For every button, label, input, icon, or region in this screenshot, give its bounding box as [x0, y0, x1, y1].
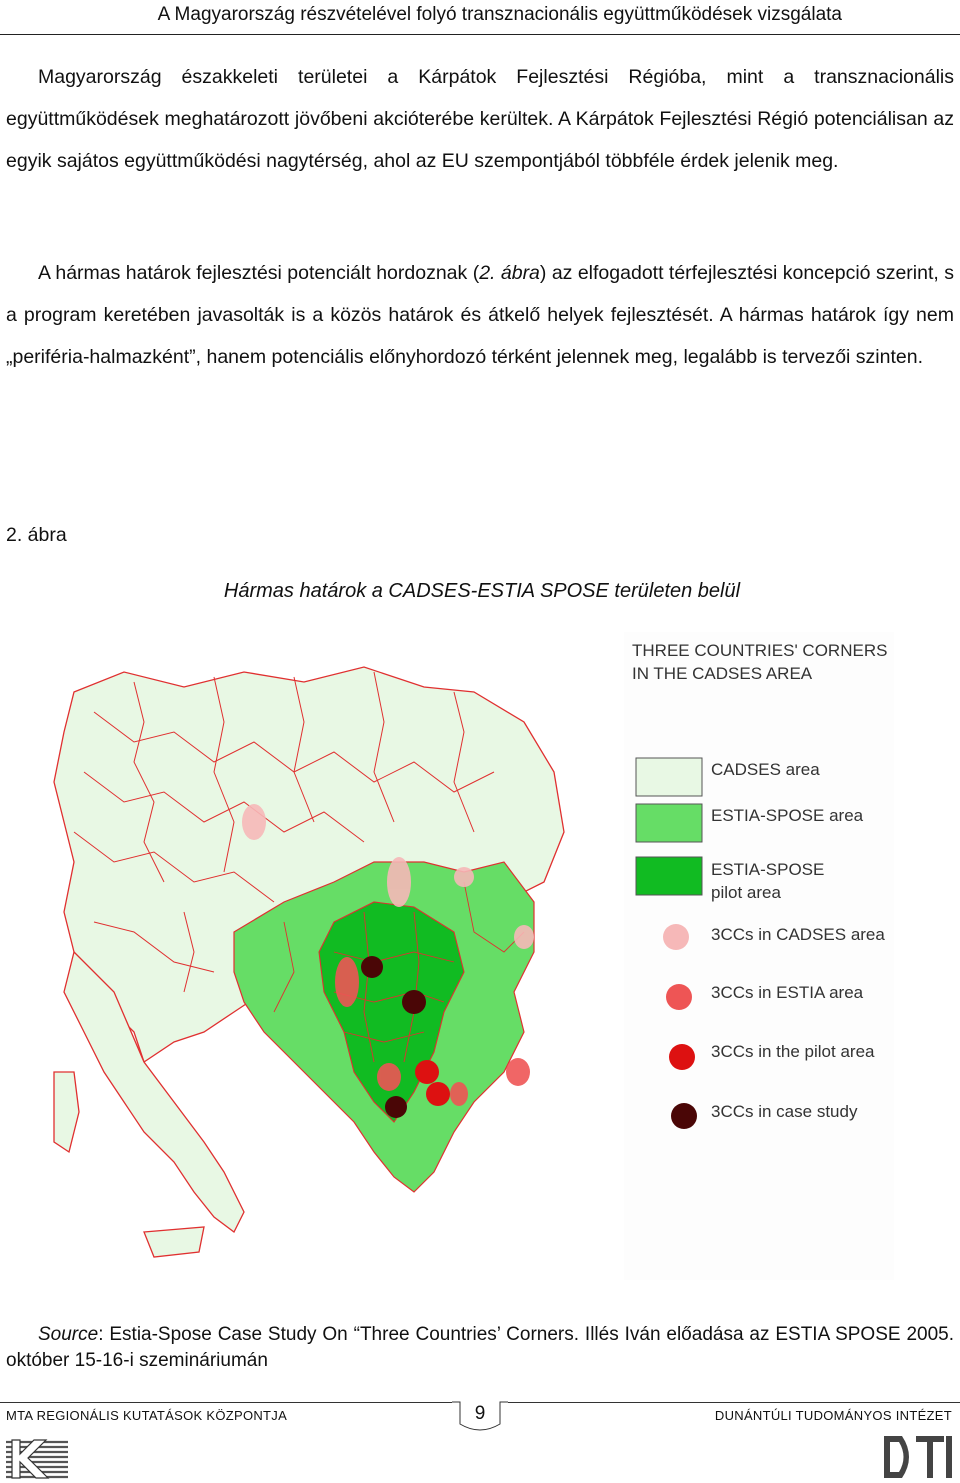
- legend-label-3cc-case: 3CCs in case study: [711, 1102, 858, 1121]
- dot-cadses: [387, 857, 411, 907]
- dti-logo-icon: [882, 1434, 956, 1480]
- figure-title: Hármas határok a CADSES-ESTIA SPOSE területen belül: [223, 580, 741, 602]
- legend-label-3cc-cadses: 3CCs in CADSES area: [711, 925, 885, 944]
- source-label: Source: [38, 1324, 99, 1345]
- dot-estia: [377, 1063, 401, 1091]
- legend-label-3cc-pilot: 3CCs in the pilot area: [711, 1042, 875, 1061]
- dot-cadses: [242, 804, 266, 840]
- legend-swatch-pilot: [636, 857, 702, 895]
- figure-number: 2. ábra: [6, 524, 67, 546]
- dot-case-study: [361, 956, 383, 978]
- legend-label-pilot: ESTIA-SPOSE: [711, 860, 825, 879]
- legend-dot-cadses: [663, 924, 689, 950]
- footer-rule-left: [0, 1402, 452, 1403]
- page-number: 9: [474, 1403, 486, 1424]
- legend-label-3cc-estia: 3CCs in ESTIA area: [711, 983, 864, 1002]
- dot-pilot: [415, 1060, 439, 1084]
- dot-cadses: [514, 925, 534, 949]
- header-rule: [0, 34, 960, 35]
- legend-dot-case-study: [671, 1103, 697, 1129]
- legend-label-pilot-2: pilot area: [711, 883, 781, 902]
- paragraph-1: Magyarország északkeleti területei a Kárpátok Fejlesztési Régióba, mint a transznacionális együttműködések meghatározott jövőbeni akcióterébe kerültek. A Kárpátok Fejlesztési Régió potenciálisan az egyik sajátos együttműködési nagytérség, ahol az EU szempontjából többféle érdek jelenik meg.: [6, 66, 954, 172]
- paragraph-2: [6, 252, 954, 378]
- dot-cadses: [454, 867, 474, 887]
- figure-source: [6, 1322, 954, 1374]
- legend-dot-pilot: [669, 1044, 695, 1070]
- source-text: : Estia-Spose Case Study On “Three Countries’ Corners. Illés Iván előadása az ESTIA SPOSE 2005. október 15-16-i szemináriumán: [6, 1324, 954, 1371]
- dot-estia: [335, 957, 359, 1007]
- legend-panel: [624, 632, 894, 1280]
- legend-swatch-estia: [636, 804, 702, 842]
- map-heading-line2: IN THE CADSES AREA: [632, 664, 813, 683]
- running-header: A Magyarország részvételével folyó transznacionális együttműködések vizsgálata: [157, 4, 842, 25]
- paragraph-2-text-a: A hármas határok fejlesztési potenciált hordoznak (: [38, 262, 480, 284]
- sicily-region: [144, 1227, 204, 1257]
- dot-estia: [450, 1082, 468, 1106]
- legend-dot-estia: [666, 984, 692, 1010]
- dot-case-study: [402, 990, 426, 1014]
- map-image: [34, 632, 904, 1280]
- footer-institution-left: MTA REGIONÁLIS KUTATÁSOK KÖZPONTJA: [6, 1408, 288, 1423]
- legend-label-cadses: CADSES area: [711, 760, 820, 779]
- figure-reference: 2. ábra: [479, 262, 540, 284]
- footer-rule-right: [508, 1402, 960, 1403]
- rkk-logo-icon: [2, 1436, 72, 1480]
- legend-swatch-cadses: [636, 758, 702, 796]
- dot-pilot: [426, 1082, 450, 1106]
- map-figure: [34, 632, 904, 1280]
- dot-estia: [506, 1058, 530, 1086]
- legend-label-estia: ESTIA-SPOSE area: [711, 806, 864, 825]
- map-heading-line1: THREE COUNTRIES' CORNERS: [632, 641, 888, 660]
- footer-institution-right: DUNÁNTÚLI TUDOMÁNYOS INTÉZET: [714, 1408, 952, 1423]
- dot-case-study: [385, 1096, 407, 1118]
- paragraph-2-text-b: ) az elfogadott térfejlesztési koncepció szerint, s a program keretében javasolták is a közös határok és átkelő helyek fejlesztését. A hármas határok így nem „periféria-halmazként”, hanem potenciális előnyhordozó térként jelennek meg, legalább is tervezői szinten.: [6, 262, 954, 368]
